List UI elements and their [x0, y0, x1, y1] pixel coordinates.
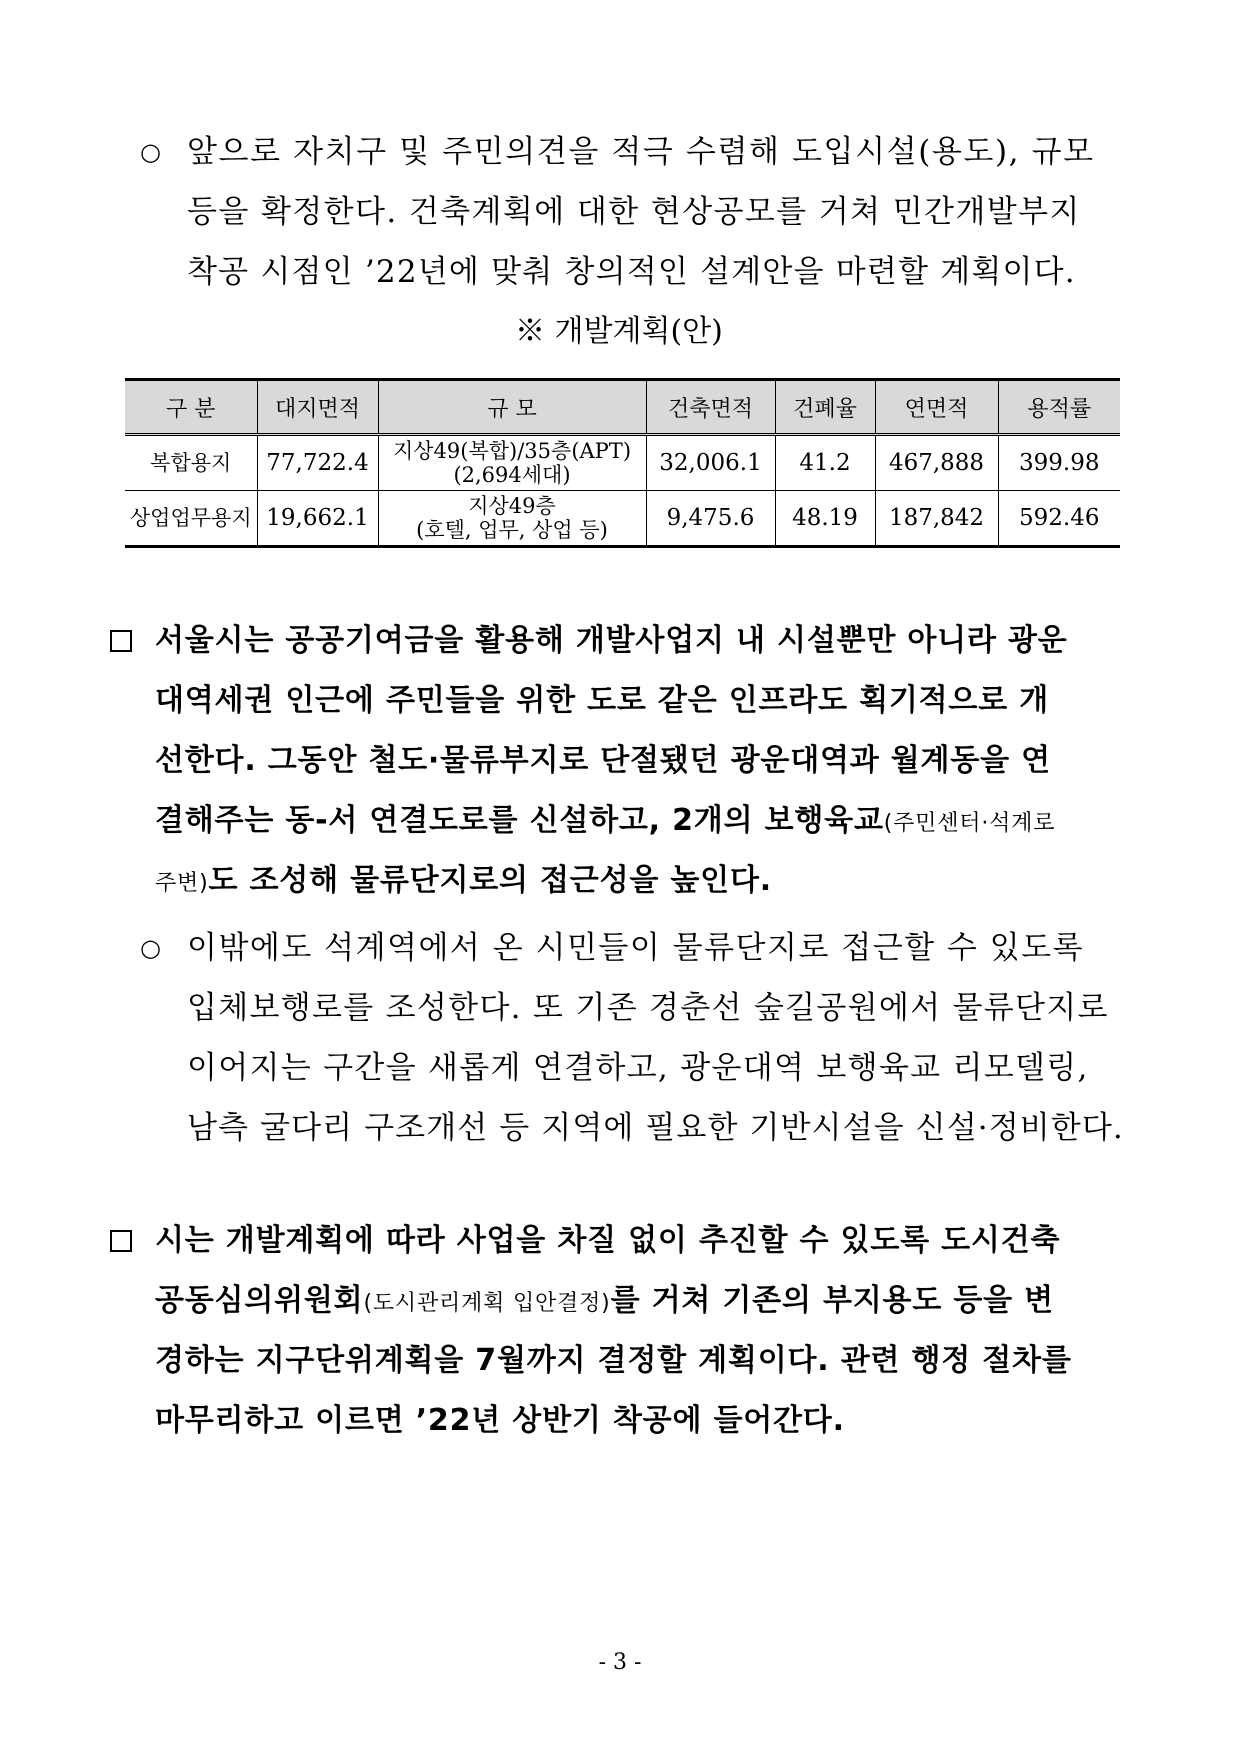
scale-line: 지상49층 [468, 494, 556, 518]
row-label: 상업업무용지 [125, 491, 257, 547]
paragraph-line: 경하는 지구단위계획을 7월까지 결정할 계획이다. 관련 행정 절차를 [155, 1343, 1072, 1378]
paragraph-line: 착공 시점인 ’22년에 맞춰 창의적인 설계안을 마련할 계획이다. [187, 254, 1076, 290]
paragraph-line [155, 801, 1055, 844]
circle-bullet-icon: ○ [140, 934, 161, 962]
checkbox-square-icon [110, 1230, 132, 1252]
table-row [125, 435, 1120, 491]
scale-line: (2,694세대) [453, 463, 571, 487]
header-cell: 대지면적 [257, 380, 378, 435]
scale-cell [378, 435, 646, 491]
small-note: (주민센터·석계로 [883, 811, 1056, 836]
paragraph-line: 등을 확정한다. 건축계획에 대한 현상공모를 거쳐 민간개발부지 [187, 194, 1081, 230]
header-cell: 연면적 [875, 380, 998, 435]
scale-cell [378, 491, 646, 547]
page-number: - 3 - [598, 1650, 642, 1675]
circle-bullet-icon: ○ [140, 138, 161, 166]
header-cell: 건폐율 [775, 380, 875, 435]
table-caption: ※ 개발계획(안) [515, 314, 723, 349]
table-cell: 41.2 [775, 435, 875, 491]
scale-line: 지상49(복합)/35층(APT) [392, 439, 632, 463]
table-header-row [125, 380, 1120, 435]
paragraph-line [155, 1281, 1054, 1324]
checkbox-square-icon [110, 630, 132, 652]
header-cell: 구 분 [125, 380, 257, 435]
text-run: 결해주는 동-서 연결도로를 신설하고, 2개의 보행육교 [155, 803, 884, 838]
table-cell: 32,006.1 [646, 435, 775, 491]
text-run: 공동심의위원회 [155, 1283, 364, 1318]
paragraph-line [155, 861, 772, 904]
table-cell: 48.19 [775, 491, 875, 547]
table-cell: 467,888 [875, 435, 998, 491]
development-plan-table [125, 378, 1120, 548]
paragraph-line: 이어지는 구간을 새롭게 연결하고, 광운대역 보행육교 리모델링, [187, 1050, 1089, 1086]
table-cell: 9,475.6 [646, 491, 775, 547]
table-row [125, 491, 1120, 547]
paragraph-line: 이밖에도 석계역에서 온 시민들이 물류단지로 접근할 수 있도록 [187, 930, 1085, 966]
small-note: (도시관리계획 입안결정) [363, 1291, 611, 1316]
paragraph-line: 남측 굴다리 구조개선 등 지역에 필요한 기반시설을 신설·정비한다. [187, 1110, 1124, 1146]
paragraph-line: 대역세권 인근에 주민들을 위한 도로 같은 인프라도 획기적으로 개 [155, 683, 1050, 718]
paragraph-line: 입체보행로를 조성한다. 또 기존 경춘선 숲길공원에서 물류단지로 [187, 990, 1109, 1026]
header-cell: 건축면적 [646, 380, 775, 435]
paragraph-line: 앞으로 자치구 및 주민의견을 적극 수렴해 도입시설(용도), 규모 [187, 134, 1095, 170]
paragraph-line: 선한다. 그동안 철도·물류부지로 단절됐던 광운대역과 월계동을 연 [155, 743, 1051, 778]
text-run: 를 거쳐 기존의 부지용도 등을 변 [610, 1283, 1054, 1318]
text-run: 도 조성해 물류단지로의 접근성을 높인다. [208, 863, 772, 898]
table-cell: 19,662.1 [257, 491, 378, 547]
header-cell: 용적률 [998, 380, 1120, 435]
paragraph-line: 서울시는 공공기여금을 활용해 개발사업지 내 시설뿐만 아니라 광운 [155, 623, 1068, 658]
table-cell: 187,842 [875, 491, 998, 547]
paragraph-line: 시는 개발계획에 따라 사업을 차질 없이 추진할 수 있도록 도시건축 [155, 1223, 1061, 1258]
paragraph-line: 마무리하고 이르면 ’22년 상반기 착공에 들어간다. [155, 1403, 845, 1438]
table-cell: 399.98 [998, 435, 1120, 491]
row-label: 복합용지 [125, 435, 257, 491]
small-note: 주변) [155, 871, 209, 896]
header-cell: 규 모 [378, 380, 646, 435]
table-cell: 77,722.4 [257, 435, 378, 491]
table-cell: 592.46 [998, 491, 1120, 547]
scale-line: (호텔, 업무, 상업 등) [416, 518, 608, 542]
